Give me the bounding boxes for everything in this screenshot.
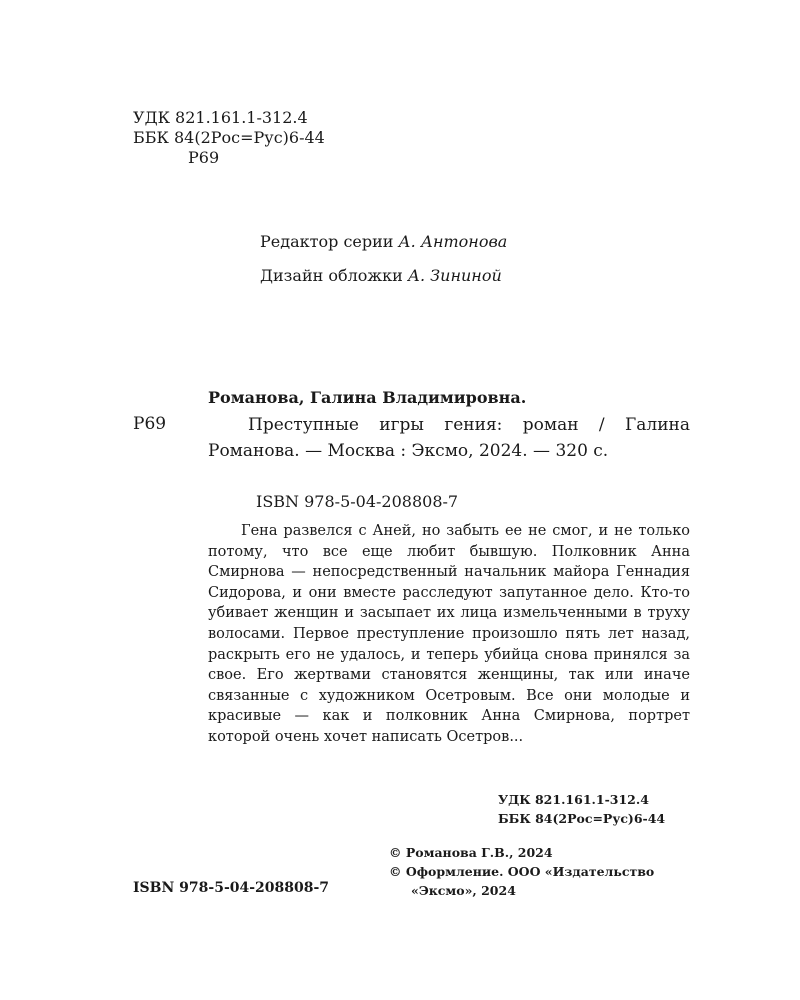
annotation-text: Гена развелся с Аней, но забыть ее не смог, и не только потому, что все еще любит бывшую. Полковник Анна Смирнова — непосредственный начальник майора Геннадия Сидорова, и они вместе расследуют запутанное дело. Кто-то убивает женщин и засыпает их лица измельченными в труху волосами. Первое преступление произошло пять лет назад, раскрыть его не удалось, и теперь убийца снова принялся за свое. Его жертвами становятся женщины, так или иначе связанные с художником Осетровым. Все они молодые и красивые — как и полковник Анна Смирнова, портрет которой очень хочет написать Осетров... bbox=[208, 523, 690, 745]
cover-design-credit bbox=[260, 266, 502, 285]
footer-classification-codes bbox=[498, 790, 665, 828]
bbk-code: ББК 84(2Рос=Рус)6-44 bbox=[133, 128, 325, 147]
footer-bbk: ББК 84(2Рос=Рус)6-44 bbox=[498, 811, 666, 826]
series-editor-credit bbox=[260, 232, 507, 251]
author-mark: Р69 bbox=[188, 148, 220, 167]
series-editor-name: А. Антонова bbox=[398, 232, 508, 251]
series-editor-label: Редактор серии bbox=[260, 232, 394, 251]
cover-design-name: А. Зининой bbox=[407, 266, 502, 285]
footer-isbn: ISBN 978-5-04-208808-7 bbox=[133, 880, 330, 896]
isbn-line: ISBN 978-5-04-208808-7 bbox=[256, 492, 459, 511]
copyright-design-line2: «Эксмо», 2024 bbox=[411, 883, 516, 898]
udk-code: УДК 821.161.1-312.4 bbox=[133, 108, 308, 127]
copyright-design-line1: © Оформление. ООО «Издательство bbox=[389, 864, 655, 879]
copyright-author: © Романова Г.В., 2024 bbox=[389, 845, 553, 860]
footer-udk: УДК 821.161.1-312.4 bbox=[498, 792, 649, 807]
copyright-block bbox=[389, 843, 654, 900]
cover-design-label: Дизайн обложки bbox=[260, 266, 403, 285]
author-heading: Романова, Галина Владимировна. bbox=[208, 388, 527, 407]
bibliographic-description: Преступные игры гения: роман / Галина Романова. — Москва : Эксмо, 2024. — 320 с. bbox=[208, 415, 690, 461]
classification-codes bbox=[133, 108, 325, 168]
call-mark: Р69 bbox=[133, 414, 167, 434]
